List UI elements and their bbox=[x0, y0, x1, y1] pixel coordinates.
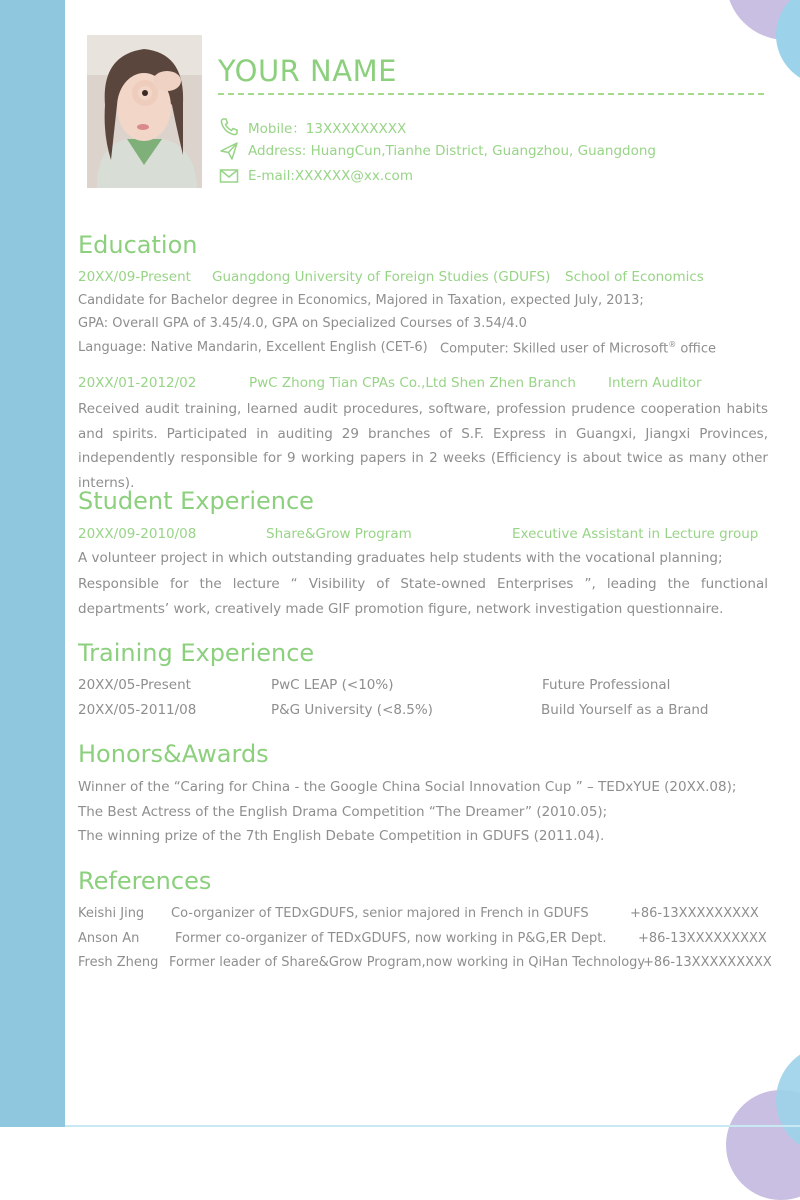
edu-1-computer: Computer: Skilled user of Microsoft® office bbox=[440, 340, 717, 357]
training-2-program: P&G University (<8.5%) bbox=[271, 702, 433, 718]
contact-email: E-mail:XXXXXX@xx.com bbox=[248, 168, 413, 184]
section-title-student-experience: Student Experience bbox=[78, 487, 314, 515]
contact-address-row bbox=[218, 140, 656, 162]
reference-1-desc: Co-organizer of TEDxGDUFS, senior majored in French in GDUFS bbox=[171, 906, 589, 921]
reference-3-name: Fresh Zheng bbox=[78, 955, 159, 970]
edu-2-role: Intern Auditor bbox=[608, 375, 702, 391]
edu-1-line-1: Candidate for Bachelor degree in Economics, Majored in Taxation, expected July, 2013; bbox=[78, 293, 644, 308]
reference-2-phone: +86-13XXXXXXXXX bbox=[638, 931, 767, 946]
paper-plane-icon bbox=[218, 140, 240, 162]
resume-name: YOUR NAME bbox=[218, 54, 397, 88]
training-1-desc: Future Professional bbox=[542, 677, 671, 693]
edu-1-date: 20XX/09-Present bbox=[78, 269, 191, 285]
reference-1-phone: +86-13XXXXXXXXX bbox=[630, 906, 759, 921]
section-title-references: References bbox=[78, 867, 212, 895]
name-underline-dashed bbox=[218, 93, 764, 95]
section-title-honors-awards: Honors&Awards bbox=[78, 740, 269, 768]
contact-address: Address: HuangCun,Tianhe District, Guangzhou, Guangdong bbox=[248, 143, 656, 159]
reference-2-name: Anson An bbox=[78, 931, 140, 946]
honor-item-2: The Best Actress of the English Drama Competition “The Dreamer” (2010.05); bbox=[78, 804, 608, 820]
training-2-desc: Build Yourself as a Brand bbox=[541, 702, 709, 718]
edu-1-org: Guangdong University of Foreign Studies (GDUFS) bbox=[212, 269, 551, 285]
honor-item-3: The winning prize of the 7th English Debate Competition in GDUFS (2011.04). bbox=[78, 828, 605, 844]
student-role: Executive Assistant in Lecture group bbox=[512, 526, 759, 542]
reference-3-phone: +86-13XXXXXXXXX bbox=[643, 955, 772, 970]
edu-2-date: 20XX/01-2012/02 bbox=[78, 375, 197, 391]
training-1-program: PwC LEAP (<10%) bbox=[271, 677, 394, 693]
edu-2-org: PwC Zhong Tian CPAs Co.,Ltd Shen Zhen Branch bbox=[249, 375, 576, 391]
student-org: Share&Grow Program bbox=[266, 526, 412, 542]
edu-1-role: School of Economics bbox=[565, 269, 704, 285]
contact-mobile: Mobile：13XXXXXXXXX bbox=[248, 121, 407, 137]
training-2-date: 20XX/05-2011/08 bbox=[78, 702, 197, 718]
section-title-education: Education bbox=[78, 231, 198, 259]
bottom-divider bbox=[65, 1125, 800, 1127]
training-1-date: 20XX/05-Present bbox=[78, 677, 191, 693]
edu-1-line-2: GPA: Overall GPA of 3.45/4.0, GPA on Specialized Courses of 3.54/4.0 bbox=[78, 316, 527, 331]
contact-mobile-row bbox=[218, 116, 406, 138]
honor-item-1: Winner of the “Caring for China - the Google China Social Innovation Cup ” – TEDxYUE (20XX.08); bbox=[78, 779, 737, 795]
reference-3-desc: Former leader of Share&Grow Program,now working in QiHan Technology bbox=[169, 955, 646, 970]
student-line-1: A volunteer project in which outstanding graduates help students with the vocational planning; bbox=[78, 550, 723, 566]
contact-email-row bbox=[218, 165, 413, 187]
phone-icon bbox=[218, 116, 240, 138]
left-sidebar-band bbox=[0, 0, 65, 1127]
student-description: Responsible for the lecture “ Visibility of State-owned Enterprises ”, leading the functional departments’ work, creatively made GIF promotion figure, network investigation questionnaire. bbox=[78, 576, 768, 617]
edu-1-language: Language: Native Mandarin, Excellent English (CET-6) bbox=[78, 340, 428, 355]
reference-1-name: Keishi Jing bbox=[78, 906, 145, 921]
edu-2-description: Received audit training, learned audit procedures, software, profession prudence cooperation habits and spirits. Participated in auditing 29 branches of S.F. Express in Guangxi, Jiangxi Provinces, independently responsible for 9 working papers in 2 weeks (Efficiency is about twice as many other interns). bbox=[78, 401, 768, 491]
reference-2-desc: Former co-organizer of TEDxGDUFS, now working in P&G,ER Dept. bbox=[175, 931, 607, 946]
student-date: 20XX/09-2010/08 bbox=[78, 526, 197, 542]
profile-photo bbox=[87, 35, 202, 188]
section-title-training-experience: Training Experience bbox=[78, 639, 315, 667]
envelope-icon bbox=[218, 165, 240, 187]
